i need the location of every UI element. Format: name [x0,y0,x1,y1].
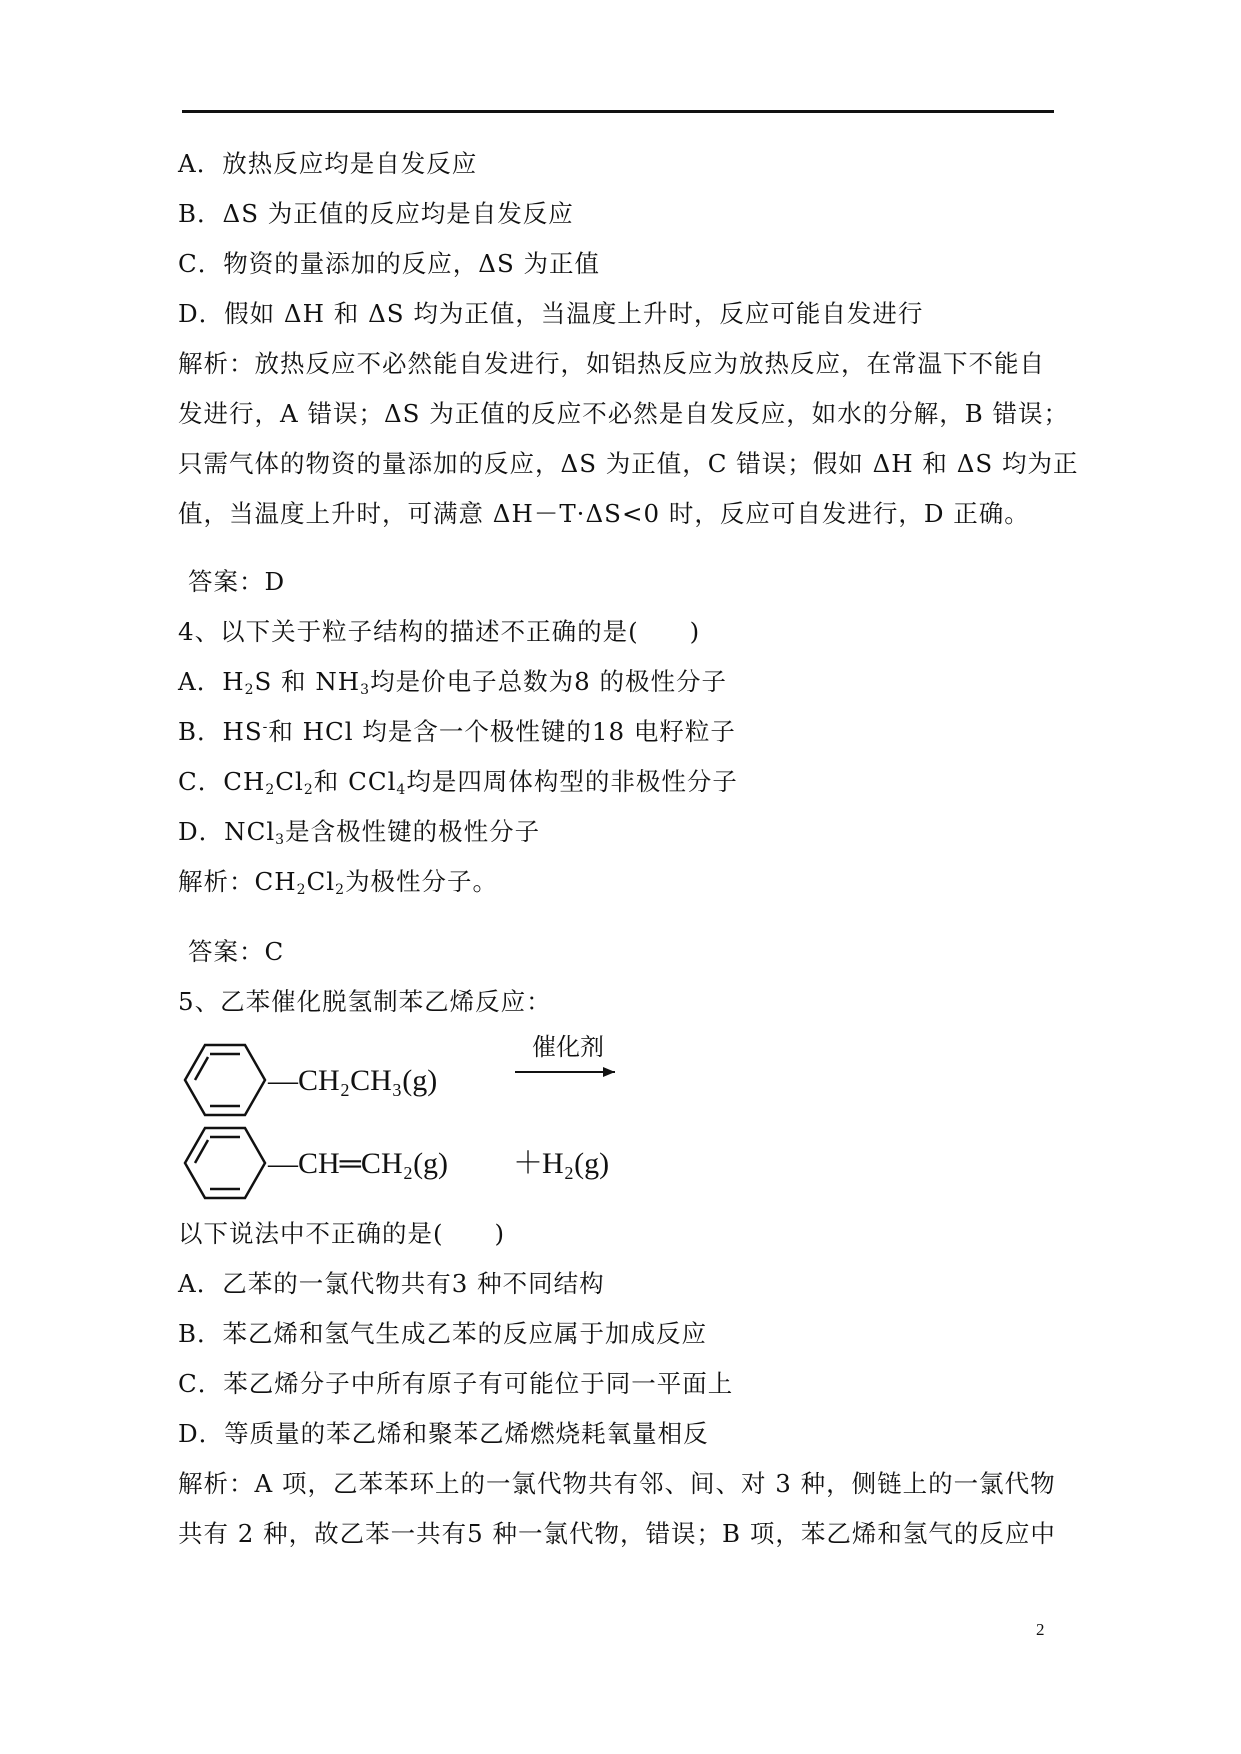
q5-option-c: C．苯乙烯分子中所有原子有可能位于同一平面上 [178,1369,734,1398]
catalyst-label: 催化剂 [532,1035,604,1061]
q5-stem: 5、乙苯催化脱氢制苯乙烯反应： [178,987,552,1016]
q4-analysis: 解析：$CH_2Cl_2$为极性分子。 [178,867,499,898]
q4-option-a: A．$H_2S$ 和 $NH_3$均是价电子总数为8 的极性分子 [178,667,727,698]
reaction-scheme [175,1030,695,1230]
q5-analysis-line-2: 共有 2 种，故乙苯一共有5 种一氯代物，错误；B 项，苯乙烯和氢气的反应中 [178,1519,1056,1548]
reactant-formula: —CH₂CH₃(g) [268,1064,438,1097]
hydrogen-formula: H₂(g) [542,1147,610,1180]
q3-option-c: C．物资的量添加的反应，ΔS 为正值 [178,249,601,278]
product-formula: —CH═CH₂(g) [268,1147,449,1180]
q3-option-b: B．ΔS 为正值的反应均是自发反应 [178,199,574,228]
q4-option-b: B．HS-和 HCl 均是含一个极性键的18 电籽粒子 [178,717,736,746]
q5-option-a: A．乙苯的一氯代物共有3 种不同结构 [178,1269,605,1298]
q5-analysis-line-1: 解析：A 项，乙苯苯环上的一氯代物共有邻、间、对 3 种，侧链上的一氯代物 [178,1469,1056,1498]
q5-option-b: B．苯乙烯和氢气生成乙苯的反应属于加成反应 [178,1319,708,1348]
q4-option-d: D．NCl$_3$是含极性键的极性分子 [178,817,541,848]
q5-option-d: D．等质量的苯乙烯和聚苯乙烯燃烧耗氧量相反 [178,1419,709,1448]
reaction-arrow [515,1067,615,1077]
q3-analysis-line-1: 解析：放热反应不必然能自发进行，如铝热反应为放热反应，在常温下不能自 [178,349,1045,378]
q3-option-d: D．假如 ΔH 和 ΔS 均为正值，当温度上升时，反应可能自发进行 [178,299,924,328]
benzene-ring-1 [185,1045,265,1115]
benzene-ring-2 [185,1128,265,1198]
q5-prompt: 以下说法中不正确的是( ) [178,1219,506,1248]
q4-answer: 答案：C [188,937,285,966]
plus-sign: ＋ [513,1147,543,1180]
q3-option-a: A．放热反应均是自发反应 [178,149,478,178]
q3-answer: 答案：D [188,567,286,596]
q3-analysis-line-3: 只需气体的物资的量添加的反应，ΔS 为正值，C 错误；假如 ΔH 和 ΔS 均为正 [178,449,1079,478]
q4-option-c: C．$CH_2Cl_2$和 CCl$_4$均是四周体构型的非极性分子 [178,767,738,798]
header-rule [182,110,1054,113]
page-number: 2 [1036,1620,1045,1639]
q4-stem: 4、以下关于粒子结构的描述不正确的是( ) [178,617,701,646]
q3-analysis-line-4: 值，当温度上升时，可满意 ΔH－T·ΔS<0 时，反应可自发进行，D 正确。 [178,499,1030,528]
q3-analysis-line-2: 发进行，A 错误；ΔS 为正值的反应不必然是自发反应，如水的分解，B 错误； [178,399,1070,428]
